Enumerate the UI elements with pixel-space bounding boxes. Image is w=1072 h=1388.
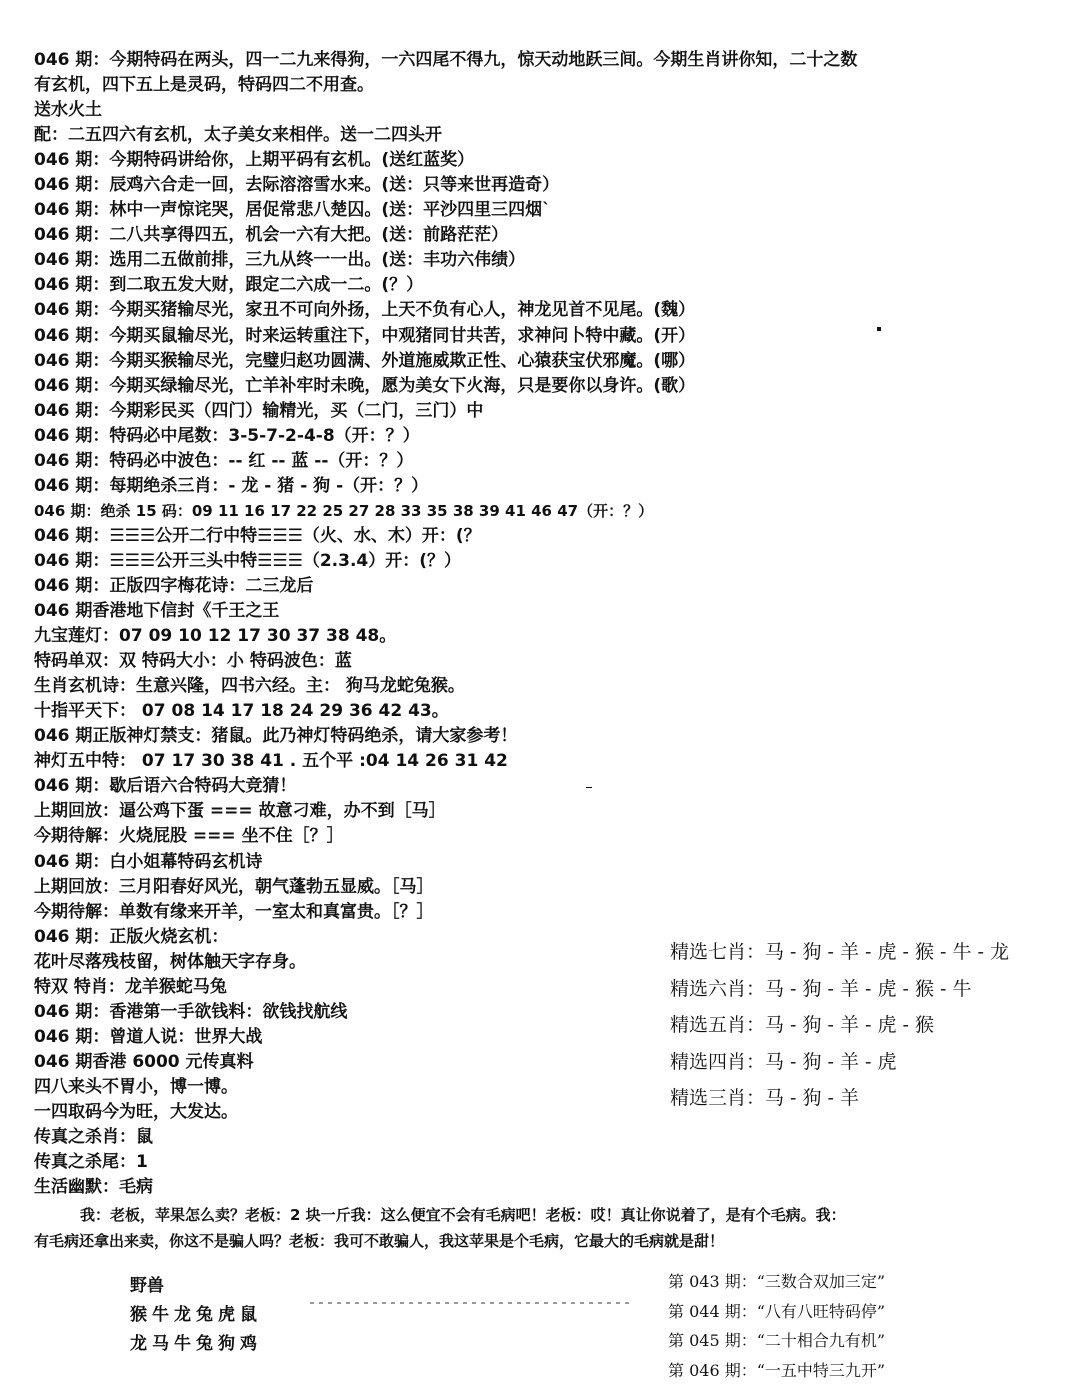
text-line: 046 期：今期买绿输尽光，亡羊补牢时未晚，愿为美女下火海，只是要你以身许。(歌）	[34, 375, 696, 396]
beast-row: 龙马牛兔狗鸡	[130, 1334, 262, 1354]
wild-beast-block	[130, 1272, 262, 1359]
text-line: 046 期正版神灯禁支：猪鼠。此乃神灯特码绝杀，请大家参考！	[34, 726, 518, 747]
shortlist-item: 精选三肖：马 - 狗 - 羊	[670, 1087, 859, 1109]
text-line: 046 期：二八共享得四五，机会一六有大把。(送：前路茫茫）	[34, 225, 509, 246]
text-line: 046 期：辰鸡六合走一回，去际溶溶雪水来。(送：只等来世再造奇）	[34, 175, 560, 196]
text-line: 046 期：今期特码讲给你，上期平码有玄机。(送红蓝奖）	[34, 150, 475, 171]
history-item: 第 043 期：“三数合双加三定”	[668, 1272, 886, 1291]
faint-divider	[310, 1302, 630, 1304]
text-line: 神灯五中特： 07 17 30 38 41 . 五个平 :04 14 26 31 42	[34, 751, 508, 772]
joke-line: 有毛病还拿出来卖，你这不是骗人吗？老板：我可不敢骗人，我这苹果是个毛病，它最大的毛病就是甜！	[34, 1232, 725, 1250]
text-line: 花叶尽落残枝留，树体触天字存身。	[34, 951, 306, 972]
text-line: 046 期：曾道人说：世界大战	[34, 1026, 263, 1047]
beast-title: 野兽	[130, 1276, 164, 1296]
zodiac-shortlist	[670, 934, 1065, 1117]
text-line: 046 期：今期特码在两头，四一二九来得狗，一六四尾不得九，惊天动地跃三间。今期生肖讲你知，二十之数	[34, 50, 858, 70]
shortlist-item: 精选四肖：马 - 狗 - 羊 - 虎	[670, 1050, 897, 1073]
text-line: 046 期：今期买鼠输尽光，时来运转重注下，中观猪同甘共苦，求神问卜特中藏。(开）	[34, 325, 696, 346]
text-line: 特码单双：双 特码大小：小 特码波色：蓝	[34, 651, 352, 672]
joke-line: 我：老板，苹果怎么卖？老板：2 块一斤我：这么便宜不会有毛病吧！老板：哎！真让你说着了，是有个毛病。我：	[80, 1206, 846, 1224]
text-line: 046 期：☰☰☰公开二行中特☰☰☰（火、水、木）开：(？	[34, 525, 481, 546]
text-line: 046 期：林中一声惊诧哭，居促常悲八楚囚。(送：平沙四里三四烟`	[34, 200, 551, 221]
shortlist-item: 精选七肖：马 - 狗 - 羊 - 虎 - 猴 - 牛 - 龙	[670, 941, 1009, 963]
shortlist-item: 精选六肖：马 - 狗 - 羊 - 虎 - 猴 - 牛	[670, 977, 972, 1000]
text-line: 特双 特肖：龙羊猴蛇马兔	[34, 976, 227, 997]
text-line: 今期待解：火烧屁股 === 坐不住［？］	[34, 826, 344, 847]
text-line: 一四取码今为旺，大发达。	[34, 1101, 238, 1122]
shortlist-item: 精选五肖：马 - 狗 - 羊 - 虎 - 猴	[670, 1014, 934, 1036]
text-line: 046 期：香港第一手欲钱料：欲钱找航线	[34, 1001, 348, 1022]
humor-joke	[34, 1202, 1064, 1254]
text-line: 046 期香港 6000 元传真料	[34, 1051, 254, 1072]
text-line: 046 期香港地下信封《千王之王	[34, 601, 280, 622]
text-line: 046 期：每期绝杀三肖：- 龙 - 猪 - 狗 -（开：？）	[34, 475, 429, 496]
text-line: 上期回放：逼公鸡下蛋 === 故意刁难，办不到［马］	[34, 801, 446, 822]
scan-speck	[877, 327, 881, 331]
text-line: 送水火土	[34, 100, 102, 121]
text-line: 生肖玄机诗：生意兴隆，四书六经。主： 狗马龙蛇兔猴。	[34, 676, 465, 697]
text-line: 046 期：歇后语六合特码大竞猜！	[34, 776, 297, 797]
text-line: 046 期：今期彩民买（四门）输精光，买（二门，三门）中	[34, 400, 484, 421]
history-item: 第 045 期：“二十相合九有机”	[668, 1331, 886, 1350]
text-line: 配：二五四六有玄机，太子美女来相伴。送一二四头开	[34, 125, 442, 146]
text-line: 046 期：今期买猪输尽光，家丑不可向外扬，上天不负有心人，神龙见首不见尾。(魏）	[34, 300, 696, 321]
text-line: 传真之杀肖：鼠	[34, 1127, 153, 1148]
text-line: 传真之杀尾：1	[34, 1152, 148, 1173]
text-line: 046 期：绝杀 15 码：09 11 16 17 22 25 27 28 33 35 38 39 41 46 47（开：？）	[34, 501, 654, 520]
text-line: 046 期：今期买猴输尽光，完璧归赵功圆满、外道施威欺正性、心猿获宝伏邪魔。(哪）	[34, 350, 696, 371]
text-line: 046 期：正版火烧玄机：	[34, 926, 229, 947]
history-item: 第 044 期：“八有八旺特码停”	[668, 1301, 886, 1321]
history-item: 第 046 期：“一五中特三九开”	[668, 1360, 886, 1380]
text-line: 生活幽默：毛病	[34, 1177, 153, 1198]
text-line: 046 期：到二取五发大财，跟定二六成一二。(？）	[34, 275, 424, 296]
text-line: 有玄机，四下五上是灵码，特码四二不用查。	[34, 75, 374, 96]
text-line: 九宝莲灯：07 09 10 12 17 30 37 38 48。	[34, 626, 397, 647]
text-line: 四八来头不胃小，博一博。	[34, 1076, 238, 1097]
scan-speck	[586, 787, 592, 788]
text-line: 046 期：选用二五做前排，三九从终一一出。(送：丰功六伟绩）	[34, 250, 526, 271]
text-line: 上期回放：三月阳春好风光，朝气蓬勃五显威。［马］	[34, 876, 434, 897]
text-line: 046 期：白小姐幕特码玄机诗	[34, 851, 263, 872]
issue-history	[668, 1267, 1068, 1385]
text-line: 046 期：☰☰☰公开三头中特☰☰☰（2.3.4）开：(？）	[34, 550, 462, 571]
beast-row: 猴牛龙兔虎鼠	[130, 1305, 262, 1325]
text-line: 046 期：特码必中尾数：3-5-7-2-4-8（开：？）	[34, 425, 420, 446]
text-line: 今期待解：单数有缘来开羊，一室太和真富贵。［？］	[34, 901, 434, 922]
text-line: 046 期：特码必中波色：-- 红 -- 蓝 --（开：？）	[34, 450, 414, 471]
text-line: 十指平天下： 07 08 14 17 18 24 29 36 42 43。	[34, 701, 449, 722]
text-line: 046 期：正版四字梅花诗：二三龙后	[34, 575, 314, 596]
